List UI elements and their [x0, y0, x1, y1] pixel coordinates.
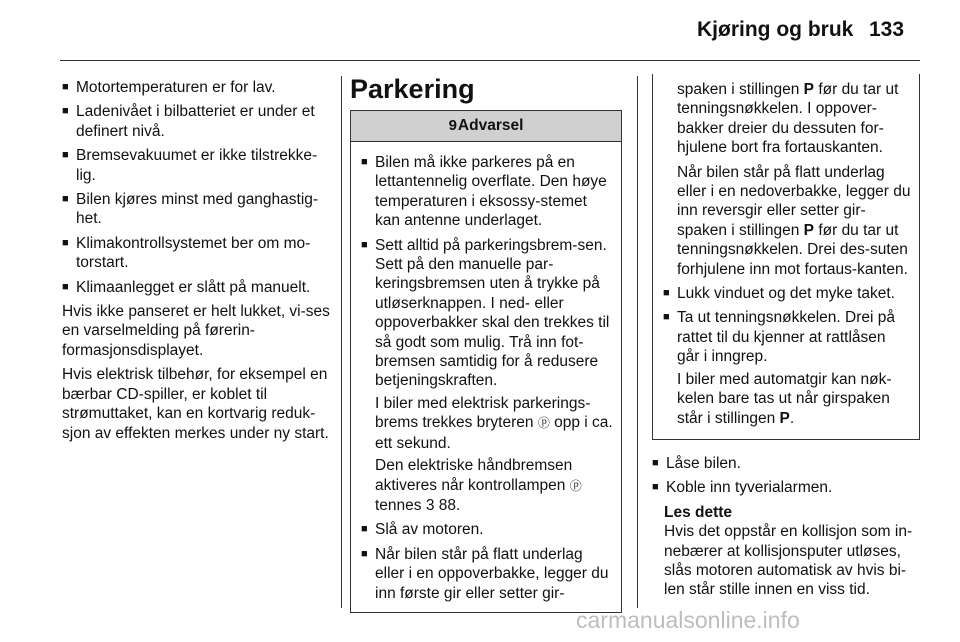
list-item: ■ Bilen kjøres minst med ganghastig-het.: [62, 190, 330, 229]
list-item: ■ Når bilen står på flatt underlag eller i en oppoverbakke, legger du inn første gir eller setter gir-: [361, 545, 613, 603]
page-header-title: Kjøring og bruk: [697, 18, 854, 41]
text: Når bilen står på flatt underlag eller i en nedoverbakke, legger du inn reversgir eller setter gir-spaken i stillingen: [677, 163, 911, 239]
text: før du tar ut tenningsnøkkelen. Drei des-suten forhjulene inn mot fortaus-kanten.: [677, 221, 908, 278]
list-item: [361, 236, 613, 516]
text: opp i ca. ett sekund.: [375, 414, 613, 452]
note: [652, 503, 920, 600]
list-item: ■ Ladenivået i bilbatteriet er under et definert nivå.: [62, 102, 330, 141]
section-title: Parkering: [350, 74, 475, 104]
text: før du tar ut tenningsnøkkelen. I oppover-bakker dreier du dessuten for-hjulene bort fra fortauskanten.: [677, 81, 899, 157]
paragraph: [663, 163, 911, 279]
warning-body: [351, 142, 621, 612]
sub-paragraph: [375, 456, 613, 515]
text: .: [789, 409, 795, 427]
warning-icon: 9: [448, 117, 457, 134]
list-item: [663, 308, 911, 427]
parking-brake-icon: ⓟ: [537, 416, 550, 431]
gear-position: P: [803, 221, 815, 239]
paragraph: [663, 80, 911, 158]
gear-position: P: [779, 409, 790, 427]
list-item: ■ Bilen må ikke parkeres på en lettantennelig overflate. Den høye temperaturen i eksossy-stemet kan antenne underlaget.: [361, 153, 613, 231]
text: I biler med elektrisk parkerings-brems trekkes bryteren: [375, 394, 591, 432]
column-divider-left: [341, 76, 342, 608]
list-item-text: Sett alltid på parkeringsbrem-sen. Sett på den manuelle par-keringsbremsen uten å trykke på utløserknappen. I ned- eller oppoverbakker skal den trekkes til så godt som mulig. Trå inn fot-bremsen samtidig for å redusere betjeningskraften.: [375, 236, 610, 390]
note-title: Les dette: [664, 503, 733, 521]
warning-header: [351, 111, 621, 142]
warning-box: [350, 110, 622, 613]
page-reference: 88.: [434, 496, 461, 514]
list-item: ■ Koble inn tyverialarmen.: [652, 478, 920, 497]
list-item: ■ Klimakontrollsystemet ber om mo-torstart.: [62, 234, 330, 273]
paragraph: Hvis elektrisk tilbehør, for eksempel en bærbar CD-spiller, er koblet til strømuttaket, kan en kortvarig reduk-sjon av effekten merkes under ny start.: [62, 366, 329, 442]
parking-brake-lamp-icon: ⓟ: [569, 478, 582, 493]
list-item: ■ Klimaanlegget er slått på manuelt.: [62, 278, 330, 297]
gear-position: P: [803, 81, 815, 98]
page-reference-icon: 3: [425, 496, 435, 514]
list-item: ■ Lukk vinduet og det myke taket.: [663, 284, 911, 303]
sub-paragraph: [375, 394, 613, 453]
column-middle: [350, 74, 622, 613]
sub-paragraph: [677, 370, 911, 428]
list-item: ■ Slå av motoren.: [361, 520, 613, 539]
text: spaken i stillingen: [677, 81, 804, 98]
column-right: [652, 74, 920, 600]
list-item: ■ Motortemperaturen er for lav.: [62, 78, 330, 97]
text: I biler med automatgir kan nøk-kelen bare tas ut når girspaken står i stillingen: [677, 370, 892, 427]
header-rule: [60, 60, 920, 61]
column-divider-right: [637, 76, 638, 608]
list-item: ■ Låse bilen.: [652, 454, 920, 473]
text: Den elektriske håndbremsen aktiveres når kontrollampen: [375, 457, 573, 494]
paragraph: Hvis ikke panseret er helt lukket, vi-ses en varselmelding på førerin-formasjonsdisplayet.: [62, 303, 330, 359]
note-text: Hvis det oppstår en kollisjon som in-nebærer at kollisjonsputer utløses, slås motoren automatisk av hvis bi-len står stille innen en viss tid.: [664, 523, 913, 599]
column-left: [62, 78, 330, 448]
warning-label: Advarsel: [457, 117, 524, 134]
text: tennes: [375, 496, 426, 514]
warning-box-continued: [652, 74, 920, 440]
list-item-text: Ta ut tenningsnøkkelen. Drei på rattet til du kjenner at rattlåsen går i inngrep.: [677, 309, 895, 366]
list-item: ■ Bremsevakuumet er ikke tilstrekke-lig.: [62, 146, 330, 185]
page-number: 133: [869, 18, 905, 41]
warning-body: [653, 74, 919, 439]
watermark: carmanualsonline.info: [576, 607, 800, 633]
